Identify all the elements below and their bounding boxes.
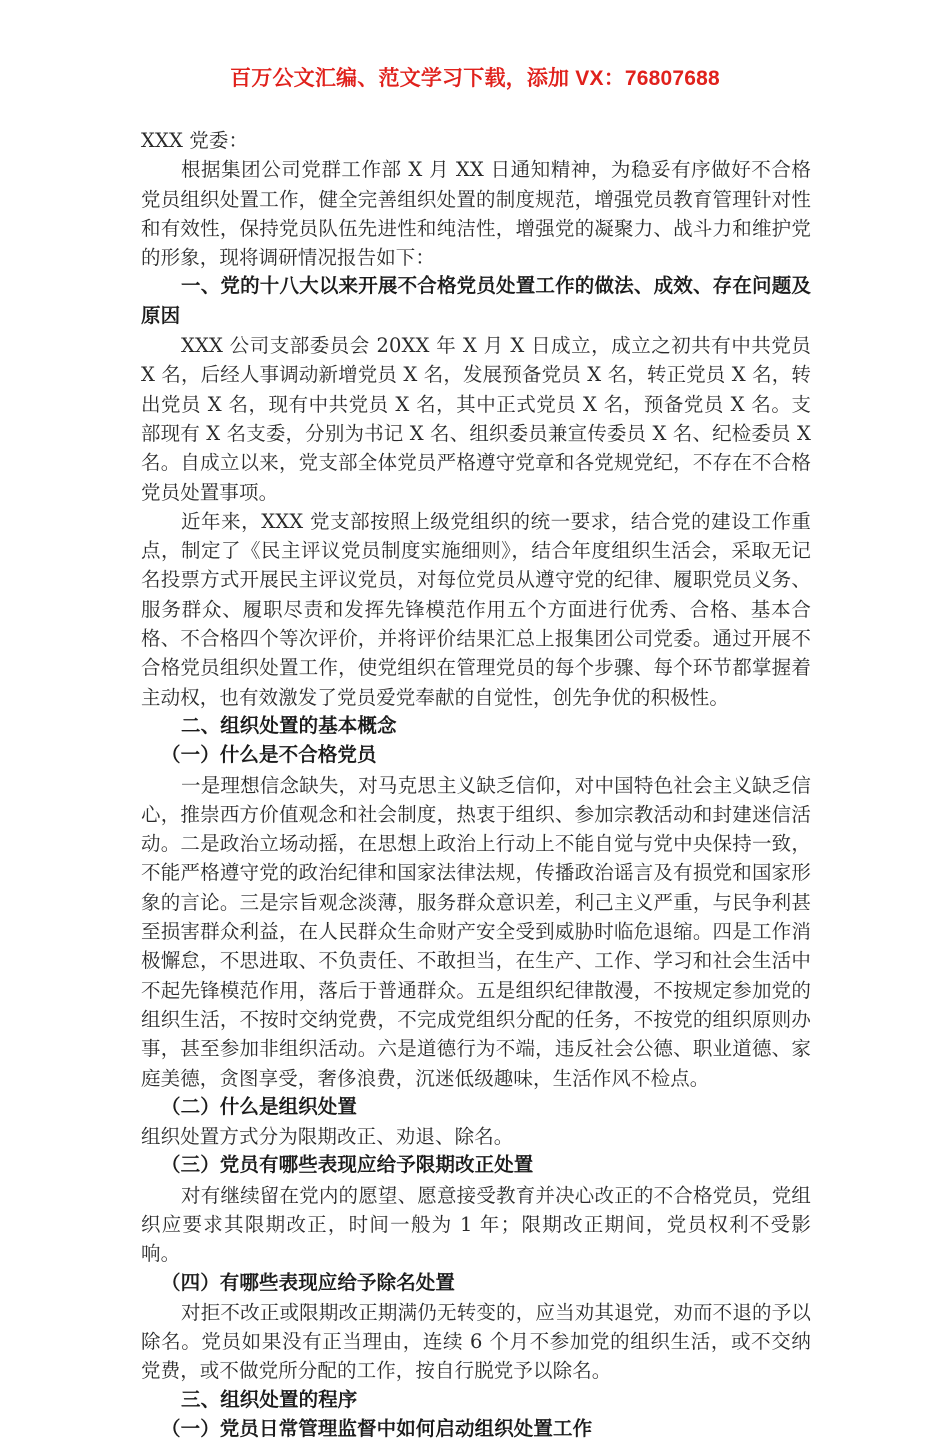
body-paragraph: 根据集团公司党群工作部 X 月 XX 日通知精神，为稳妥有序做好不合格党员组织处置工作，健全完善组织处置的制度规范，增强党员教育管理针对性和有效性，保持党员队伍先进性和纯洁性，增强党的凝聚力、战斗力和维护党的形象，现将调研情况报告如下： <box>141 158 811 270</box>
section-subheading: （二）什么是组织处置 <box>161 1095 358 1118</box>
section-subheading: （四）有哪些表现应给予除名处置 <box>161 1271 456 1294</box>
body-paragraph: 对有继续留在党内的愿望、愿意接受教育并决心改正的不合格党员，党组织应要求其限期改正，时间一般为 1 年；限期改正期间，党员权利不受影响。 <box>141 1183 811 1266</box>
addressee-line: XXX 党委： <box>141 129 249 152</box>
document-blocks <box>141 155 811 1444</box>
promo-banner-text: 百万公文汇编、范文学习下载，添加 VX：76807688 <box>230 67 720 90</box>
section-subheading: （三）党员有哪些表现应给予限期改正处置 <box>161 1154 534 1177</box>
document-body <box>141 126 811 1444</box>
body-paragraph: 对拒不改正或限期改正期满仍无转变的，应当劝其退党，劝而不退的予以除名。党员如果没有正当理由，连续 6 个月不参加党的组织生活，或不交纳党费，或不做党所分配的工作，按自行脱党予以除名。 <box>141 1300 811 1383</box>
section-heading: 二、组织处置的基本概念 <box>181 714 397 737</box>
section-heading: 一、党的十八大以来开展不合格党员处置工作的做法、成效、存在问题及原因 <box>141 275 811 327</box>
section-subheading: （一）什么是不合格党员 <box>161 744 377 767</box>
body-paragraph: 一是理想信念缺失，对马克思主义缺乏信仰，对中国特色社会主义缺乏信心，推崇西方价值观念和社会制度，热衷于组织、参加宗教活动和封建迷信活动。二是政治立场动摇，在思想上政治上行动上不能自觉与党中央保持一致，不能严格遵守党的政治纪律和国家法律法规，传播政治谣言及有损党和国家形象的言论。三是宗旨观念淡薄，服务群众意识差，利己主义严重，与民争利甚至损害群众利益，在人民群众生命财产安全受到威胁时临危退缩。四是工作消极懈怠，不思进取、不负责任、不敢担当，在生产、工作、学习和社会生活中不起先锋模范作用，落后于普通群众。五是组织纪律散漫，不按规定参加党的组织生活，不按时交纳党费，不完成党组织分配的任务，不按党的组织原则办事，甚至参加非组织活动。六是道德行为不端，违反社会公德、职业道德、家庭美德，贪图享受，奢侈浪费，沉迷低级趣味，生活作风不检点。 <box>141 773 811 1090</box>
body-paragraph: XXX 公司支部委员会 20XX 年 X 月 X 日成立，成立之初共有中共党员 X 名，后经人事调动新增党员 X 名，发展预备党员 X 名，转正党员 X 名，转出党员 X 名，现有中共党员 X 名，其中正式党员 X 名，预备党员 X 名。支部现有 X 名支委，分别为书记 X 名、组织委员兼宣传委员 X 名、纪检委员 X 名。自成立以来，党支部全体党员严格遵守党章和各党规党纪，不存在不合格党员处置事项。 <box>141 334 811 504</box>
body-paragraph: 组织处置方式分为限期改正、劝退、除名。 <box>141 1125 514 1149</box>
body-paragraph: 近年来，XXX 党支部按照上级党组织的统一要求，结合党的建设工作重点，制定了《民主评议党员制度实施细则》，结合年度组织生活会，采取无记名投票方式开展民主评议党员，对每位党员从遵守党的纪律、履职党员义务、服务群众、履职尽责和发挥先锋模范作用五个方面进行优秀、合格、基本合格、不合格四个等次评价，并将评价结果汇总上报集团公司党委。通过开展不合格党员组织处置工作，使党组织在管理党员的每个步骤、每个环节都掌握着主动权，也有效激发了党员爱党奉献的自觉性，创先争优的积极性。 <box>141 509 811 709</box>
section-subheading: （一）党员日常管理监督中如何启动组织处置工作 <box>161 1418 593 1441</box>
section-heading: 三、组织处置的程序 <box>181 1388 358 1411</box>
